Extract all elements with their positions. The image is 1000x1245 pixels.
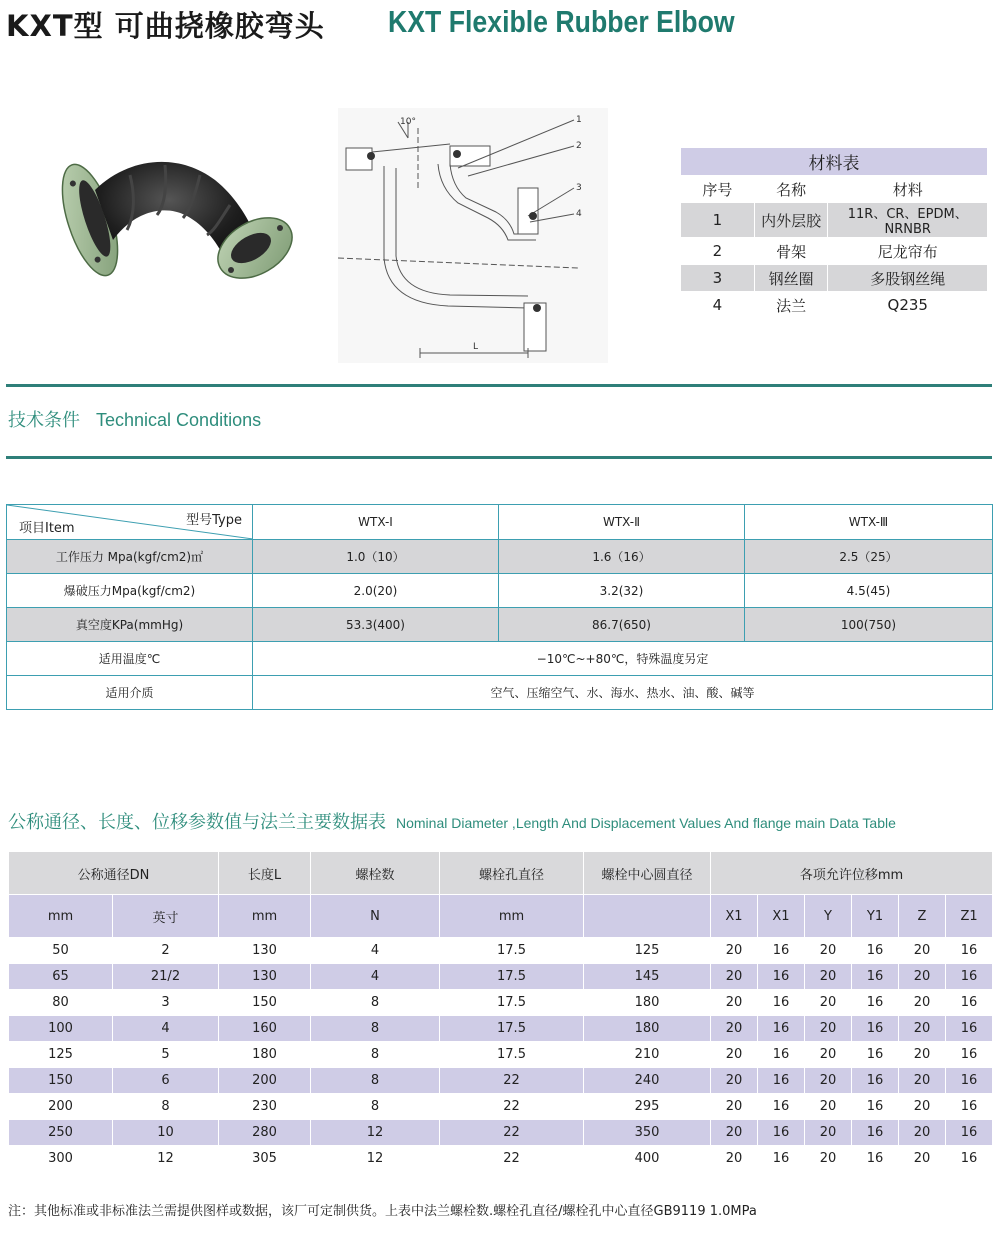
dim-cell: 300 xyxy=(9,1146,113,1172)
dim-cell: 16 xyxy=(758,1068,805,1094)
dim-cell: 22 xyxy=(440,1068,584,1094)
dim-cell: 20 xyxy=(805,1068,852,1094)
materials-cell: 2 xyxy=(681,238,755,265)
table-row xyxy=(9,964,993,990)
dim-cell: 16 xyxy=(758,1016,805,1042)
dim-cell: 65 xyxy=(9,964,113,990)
dim-cell: 16 xyxy=(946,1120,993,1146)
dimensions-title-cn: 公称通径、长度、位移参数值与法兰主要数据表 xyxy=(8,812,386,833)
footnote: 注：其他标准或非标准法兰需提供图样或数据，该厂可定制供货。上表中法兰螺栓数.螺栓孔直径/螺栓孔中心直径GB9119 1.0MPa xyxy=(8,1204,757,1219)
dim-cell: 17.5 xyxy=(440,964,584,990)
dimensions-title-en: Nominal Diameter ,Length And Displacement Values And flange main Data Table xyxy=(396,815,896,831)
dim-cell: 21/2 xyxy=(113,964,219,990)
dim-cell: 8 xyxy=(113,1094,219,1120)
dim-cell: 12 xyxy=(311,1120,440,1146)
tech-cell: 2.0(20) xyxy=(253,574,499,608)
diagram-angle-label: 10° xyxy=(400,117,416,127)
dim-cell: 8 xyxy=(311,1068,440,1094)
dim-cell: 3 xyxy=(113,990,219,1016)
dimensions-table xyxy=(8,851,993,1172)
dim-cell: 16 xyxy=(758,1042,805,1068)
materials-cell: 钢丝圈 xyxy=(754,265,828,292)
tech-row xyxy=(7,540,993,574)
dim-header: 螺栓中心圆直径 xyxy=(584,852,711,895)
dim-cell: 20 xyxy=(899,1068,946,1094)
dim-subheader: N xyxy=(311,895,440,938)
dim-cell: 280 xyxy=(219,1120,311,1146)
dim-cell: 12 xyxy=(113,1146,219,1172)
page-title-cn: KXT型 可曲挠橡胶弯头 xyxy=(6,9,325,43)
dim-cell: 16 xyxy=(758,1146,805,1172)
dim-cell: 230 xyxy=(219,1094,311,1120)
materials-cell: 骨架 xyxy=(754,238,828,265)
dim-cell: 17.5 xyxy=(440,990,584,1016)
materials-cell: Q235 xyxy=(828,292,988,319)
materials-col-header: 序号 xyxy=(681,176,755,203)
dim-cell: 20 xyxy=(899,1016,946,1042)
materials-col-header: 材料 xyxy=(828,176,988,203)
dim-cell: 20 xyxy=(899,1120,946,1146)
dim-cell: 100 xyxy=(9,1016,113,1042)
dim-cell: 8 xyxy=(311,990,440,1016)
dim-subheader: 英寸 xyxy=(113,895,219,938)
tech-cell: 100(750) xyxy=(745,608,993,642)
dim-cell: 20 xyxy=(805,1016,852,1042)
diagram-callout-3: 3 xyxy=(576,183,582,193)
dim-cell: 16 xyxy=(946,1146,993,1172)
tech-cell: 2.5（25） xyxy=(745,540,993,574)
dim-cell: 180 xyxy=(584,990,711,1016)
materials-cell: 尼龙帘布 xyxy=(828,238,988,265)
dim-cell: 150 xyxy=(219,990,311,1016)
dim-cell: 20 xyxy=(899,964,946,990)
dim-cell: 16 xyxy=(758,938,805,964)
dim-cell: 16 xyxy=(852,1120,899,1146)
dim-cell: 16 xyxy=(852,1094,899,1120)
table-row xyxy=(9,1042,993,1068)
tech-row xyxy=(7,574,993,608)
dim-cell: 16 xyxy=(758,990,805,1016)
dim-cell: 20 xyxy=(899,990,946,1016)
dim-cell: 16 xyxy=(852,990,899,1016)
dim-cell: 22 xyxy=(440,1146,584,1172)
dim-cell: 20 xyxy=(805,990,852,1016)
tech-row xyxy=(7,608,993,642)
tech-title-cn: 技术条件 xyxy=(8,410,80,431)
dim-cell: 20 xyxy=(899,1042,946,1068)
dim-cell: 130 xyxy=(219,964,311,990)
table-row xyxy=(9,938,993,964)
dim-cell: 125 xyxy=(9,1042,113,1068)
dim-cell: 5 xyxy=(113,1042,219,1068)
dim-header: 各项允许位移mm xyxy=(711,852,993,895)
dim-cell: 20 xyxy=(711,1120,758,1146)
dim-subheader: mm xyxy=(9,895,113,938)
dim-cell: 16 xyxy=(758,1120,805,1146)
dim-cell: 200 xyxy=(219,1068,311,1094)
dim-cell: 17.5 xyxy=(440,938,584,964)
section-divider xyxy=(6,384,992,387)
dim-header: 长度L xyxy=(219,852,311,895)
table-row xyxy=(9,990,993,1016)
table-row xyxy=(9,1068,993,1094)
dim-cell: 350 xyxy=(584,1120,711,1146)
dim-cell: 17.5 xyxy=(440,1042,584,1068)
materials-row xyxy=(681,292,988,319)
table-row xyxy=(9,1094,993,1120)
dim-cell: 20 xyxy=(711,964,758,990)
dim-cell: 240 xyxy=(584,1068,711,1094)
diagram-dimension-label: L xyxy=(473,342,479,352)
dim-cell: 20 xyxy=(805,1094,852,1120)
dim-subheader: Z1 xyxy=(946,895,993,938)
dim-cell: 16 xyxy=(946,1016,993,1042)
dim-cell: 8 xyxy=(311,1016,440,1042)
dim-cell: 16 xyxy=(852,1016,899,1042)
dim-cell: 20 xyxy=(805,1042,852,1068)
dim-header: 螺栓数 xyxy=(311,852,440,895)
dim-cell: 16 xyxy=(852,1042,899,1068)
dim-subheader: mm xyxy=(219,895,311,938)
dim-cell: 305 xyxy=(219,1146,311,1172)
dim-cell: 20 xyxy=(711,1094,758,1120)
tech-row xyxy=(7,642,993,676)
dim-cell: 130 xyxy=(219,938,311,964)
dim-cell: 80 xyxy=(9,990,113,1016)
materials-col-header: 名称 xyxy=(754,176,828,203)
diagram-callout-2: 2 xyxy=(576,141,582,151)
tech-row-label: 真空度KPa(mmHg) xyxy=(7,608,253,642)
materials-row xyxy=(681,265,988,292)
materials-cell: 11R、CR、EPDM、NRNBR xyxy=(828,203,988,238)
dim-cell: 180 xyxy=(219,1042,311,1068)
dim-cell: 16 xyxy=(852,938,899,964)
dim-subheader: X1 xyxy=(758,895,805,938)
tech-cell: 空气、压缩空气、水、海水、热水、油、酸、碱等 xyxy=(253,676,993,710)
type-header: WTX-Ⅱ xyxy=(499,505,745,540)
dim-cell: 200 xyxy=(9,1094,113,1120)
dim-cell: 16 xyxy=(946,1042,993,1068)
dim-cell: 4 xyxy=(311,938,440,964)
dim-subheader: Z xyxy=(899,895,946,938)
tech-cell: 1.6（16） xyxy=(499,540,745,574)
dim-cell: 8 xyxy=(311,1094,440,1120)
dim-cell: 16 xyxy=(758,1094,805,1120)
dim-cell: 16 xyxy=(946,990,993,1016)
dim-header: 螺栓孔直径 xyxy=(440,852,584,895)
dim-cell: 2 xyxy=(113,938,219,964)
diagram-callout-1: 1 xyxy=(576,115,582,125)
materials-cell: 1 xyxy=(681,203,755,238)
dim-cell: 20 xyxy=(711,1146,758,1172)
dim-cell: 16 xyxy=(946,1068,993,1094)
dim-cell: 6 xyxy=(113,1068,219,1094)
dim-cell: 50 xyxy=(9,938,113,964)
dim-cell: 16 xyxy=(852,964,899,990)
materials-row xyxy=(681,203,988,238)
dim-cell: 210 xyxy=(584,1042,711,1068)
materials-row xyxy=(681,238,988,265)
dim-cell: 20 xyxy=(805,964,852,990)
dim-cell: 8 xyxy=(311,1042,440,1068)
dim-cell: 125 xyxy=(584,938,711,964)
dim-cell: 22 xyxy=(440,1120,584,1146)
dim-cell: 250 xyxy=(9,1120,113,1146)
dim-cell: 400 xyxy=(584,1146,711,1172)
type-item-corner-cell xyxy=(7,505,253,540)
dim-subheader xyxy=(584,895,711,938)
dim-cell: 4 xyxy=(113,1016,219,1042)
table-row xyxy=(9,1016,993,1042)
materials-cell: 3 xyxy=(681,265,755,292)
dim-cell: 20 xyxy=(805,1146,852,1172)
dim-cell: 16 xyxy=(852,1146,899,1172)
tech-cell: 4.5(45) xyxy=(745,574,993,608)
dim-cell: 160 xyxy=(219,1016,311,1042)
tech-section-title xyxy=(8,406,261,432)
dim-cell: 295 xyxy=(584,1094,711,1120)
dim-cell: 20 xyxy=(711,938,758,964)
table-row xyxy=(9,1146,993,1172)
dim-cell: 20 xyxy=(899,1094,946,1120)
dim-cell: 20 xyxy=(899,1146,946,1172)
materials-cell: 法兰 xyxy=(754,292,828,319)
dim-cell: 16 xyxy=(946,964,993,990)
type-header: WTX-Ⅰ xyxy=(253,505,499,540)
dim-cell: 4 xyxy=(311,964,440,990)
dim-cell: 17.5 xyxy=(440,1016,584,1042)
dim-cell: 12 xyxy=(311,1146,440,1172)
tech-cell: 53.3(400) xyxy=(253,608,499,642)
tech-row-label: 工作压力 Mpa(kgf/cm2)㎡ xyxy=(7,540,253,574)
dim-header: 公称通径DN xyxy=(9,852,219,895)
tech-row-label: 适用介质 xyxy=(7,676,253,710)
table-row xyxy=(9,1120,993,1146)
dim-cell: 22 xyxy=(440,1094,584,1120)
diagram-callout-4: 4 xyxy=(576,209,582,219)
type-header: WTX-Ⅲ xyxy=(745,505,993,540)
dim-subheader: X1 xyxy=(711,895,758,938)
dim-subheader: Y1 xyxy=(852,895,899,938)
dim-cell: 16 xyxy=(758,964,805,990)
tech-cell: 3.2(32) xyxy=(499,574,745,608)
materials-cell: 内外层胶 xyxy=(754,203,828,238)
tech-row xyxy=(7,676,993,710)
dimensions-section-title xyxy=(8,808,896,834)
elbow-cross-section-diagram xyxy=(338,108,608,363)
dim-cell: 180 xyxy=(584,1016,711,1042)
dim-cell: 10 xyxy=(113,1120,219,1146)
materials-title: 材料表 xyxy=(681,148,988,176)
materials-table xyxy=(680,147,988,319)
tech-cell: 1.0（10） xyxy=(253,540,499,574)
dim-cell: 20 xyxy=(805,938,852,964)
dim-cell: 20 xyxy=(805,1120,852,1146)
dim-cell: 20 xyxy=(899,938,946,964)
dim-cell: 16 xyxy=(946,938,993,964)
technical-conditions-table xyxy=(6,504,993,710)
tech-row-label: 适用温度℃ xyxy=(7,642,253,676)
tech-row-label: 爆破压力Mpa(kgf/cm2) xyxy=(7,574,253,608)
materials-cell: 4 xyxy=(681,292,755,319)
dim-cell: 20 xyxy=(711,1068,758,1094)
dim-cell: 20 xyxy=(711,1016,758,1042)
dim-subheader: Y xyxy=(805,895,852,938)
tech-cell: −10℃~+80℃，特殊温度另定 xyxy=(253,642,993,676)
page-title-en: KXT Flexible Rubber Elbow xyxy=(388,4,735,39)
dim-subheader: mm xyxy=(440,895,584,938)
item-label: 项目Item xyxy=(19,521,75,536)
dim-cell: 16 xyxy=(852,1068,899,1094)
dim-cell: 145 xyxy=(584,964,711,990)
dim-cell: 20 xyxy=(711,1042,758,1068)
section-divider xyxy=(6,456,992,459)
materials-cell: 多股钢丝绳 xyxy=(828,265,988,292)
type-label: 型号Type xyxy=(186,513,242,528)
dim-cell: 20 xyxy=(711,990,758,1016)
dim-cell: 16 xyxy=(946,1094,993,1120)
product-photo xyxy=(55,120,295,290)
tech-cell: 86.7(650) xyxy=(499,608,745,642)
tech-title-en: Technical Conditions xyxy=(96,410,262,430)
dim-cell: 150 xyxy=(9,1068,113,1094)
